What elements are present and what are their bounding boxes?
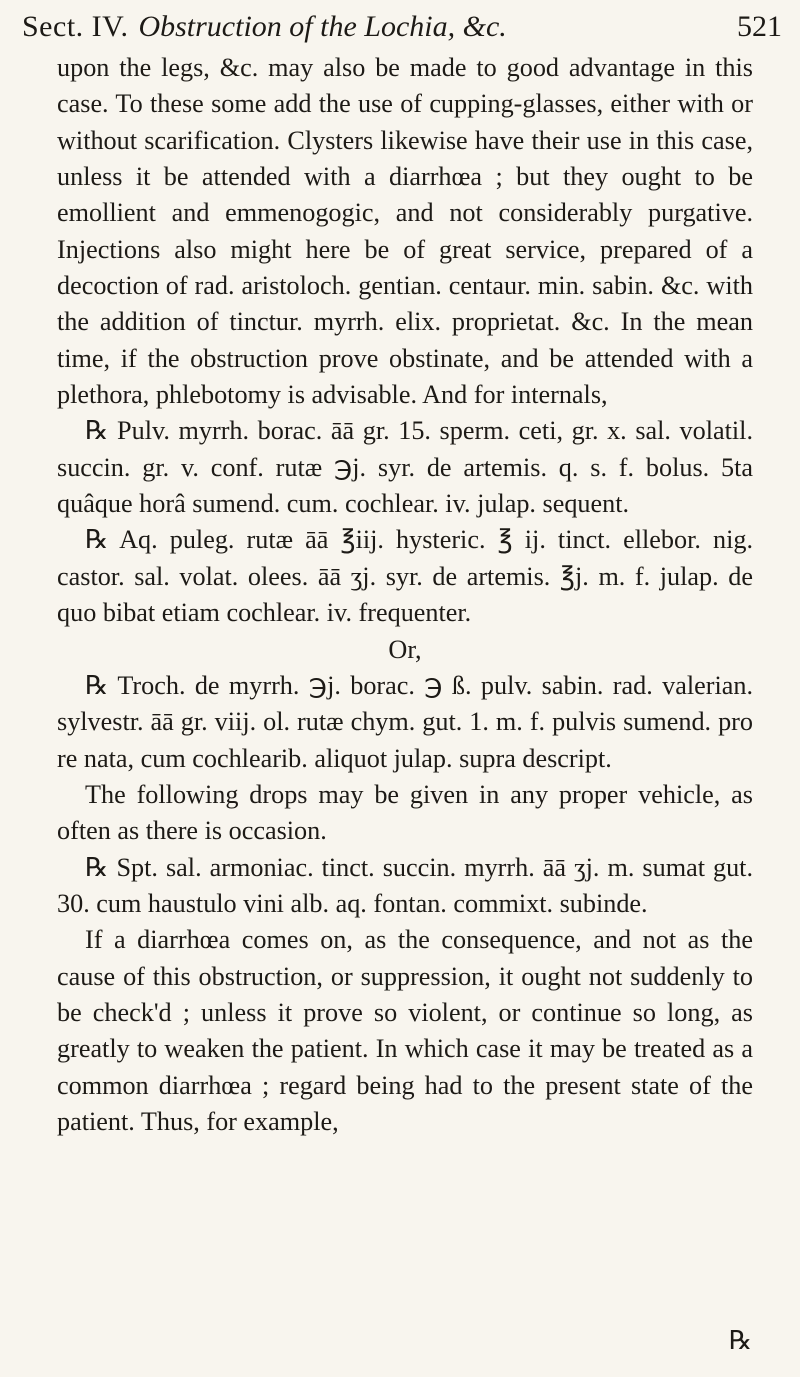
page-body [57,50,753,1140]
paragraph-diarrhoea: If a diarrhœa comes on, as the consequence, and not as the cause of this obstruction, or suppression, it ought not suddenly to be check'd ; unless it prove so violent, or continue so long, as greatly to weaken the patient. In which case it may be treated as a common diarrhœa ; regard being had to the present state of the patient. Thus, for example, [57,925,753,1136]
page-number: 521 [737,10,782,43]
paragraph-continuation: upon the legs, &c. may also be made to good advantage in this case. To these some add the use of cupping-glasses, either with or without scarification. Clysters likewise have their use in this case, unless it be attended with a diarrhœa ; but they ought to be emollient and emmenogogic, and not considerably purgative. Injections also might here be of great service, prepared of a decoction of rad. aristoloch. gentian. centaur. min. sabin. &c. with the addition of tinctur. myrrh. elix. proprietat. &c. In the mean time, if the obstruction prove obstinate, and be attended with a plethora, phlebotomy is advisable. And for internals, [57,53,753,410]
prescription-powder: ℞ Troch. de myrrh. ℈j. borac. ℈ ß. pulv. sabin. rad. valerian. sylvestr. āā gr. viij. ol. rutæ chym. gut. 1. m. f. pulvis sumend. pro re nata, cum cochlearib. aliquot julap. supra descript. [57,670,753,773]
catchword: ℞ [728,1326,752,1355]
prescription-bolus: ℞ Pulv. myrrh. borac. āā gr. 15. sperm. ceti, gr. x. sal. volatil. succin. gr. v. conf. rutæ ℈j. syr. de artemis. q. s. f. bolus. 5ta quâque horâ sumend. cum. cochlear. iv. julap. sequent. [57,416,753,519]
section-label: Sect. IV. [22,10,129,43]
prescription-julap: ℞ Aq. puleg. rutæ āā ℥iij. hysteric. ℥ ij. tinct. ellebor. nig. castor. sal. volat. olees. āā ʒj. syr. de artemis. ℥j. m. f. julap. de quo bibat etiam cochlear. iv. frequenter. [57,525,753,628]
chapter-title: Obstruction of the Lochia, &c. [138,10,507,43]
running-header [22,4,782,50]
or-separator: Or, [388,634,422,664]
paragraph-drops: The following drops may be given in any proper vehicle, as often as there is occasion. [57,779,753,846]
prescription-drops: ℞ Spt. sal. armoniac. tinct. succin. myrrh. āā ʒj. m. sumat gut. 30. cum haustulo vini alb. aq. fontan. commixt. subinde. [57,852,753,918]
